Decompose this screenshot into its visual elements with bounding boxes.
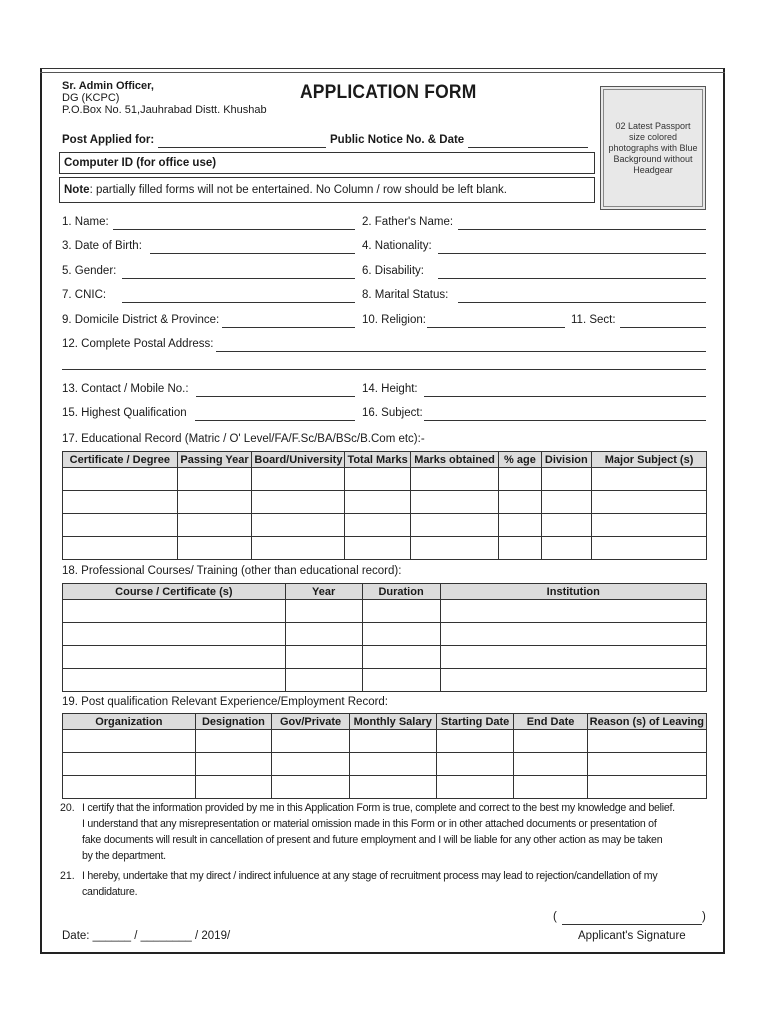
disability-field[interactable]: [438, 278, 706, 279]
dob-label: 3. Date of Birth:: [62, 240, 142, 252]
table-row[interactable]: [63, 600, 707, 623]
sect-field[interactable]: [620, 327, 706, 328]
edu-col-total-marks: Total Marks: [345, 452, 410, 468]
edu-col-board: Board/University: [252, 452, 345, 468]
edu-col-passing-year: Passing Year: [177, 452, 252, 468]
address-field-line1[interactable]: [216, 351, 706, 352]
table-row[interactable]: [63, 623, 707, 646]
edu-caption: 17. Educational Record (Matric / O' Level/FA/F.Sc/BA/BSc/B.Com etc):-: [62, 433, 425, 445]
edu-col-division: Division: [541, 452, 592, 468]
declaration-21: I hereby, undertake that my direct / indirect infuluence at any stage of recruitment process may lead to rejection/candellation of my candidature.: [82, 870, 658, 898]
height-label: 14. Height:: [362, 383, 418, 395]
exp-col-end-date: End Date: [514, 714, 587, 730]
edu-header-row: [63, 452, 707, 468]
sender-line1: Sr. Admin Officer,: [62, 80, 154, 92]
edu-col-major-subject: Major Subject (s): [592, 452, 707, 468]
father-name-field[interactable]: [458, 229, 706, 230]
courses-caption: 18. Professional Courses/ Training (other than educational record):: [62, 565, 402, 577]
note-text: Note: partially filled forms will not be entertained. No Column / row should be left blank.: [64, 184, 507, 196]
contact-field[interactable]: [196, 396, 355, 397]
marital-status-label: 8. Marital Status:: [362, 289, 449, 301]
exp-col-designation: Designation: [195, 714, 272, 730]
note-box: [59, 177, 595, 203]
photo-instructions: 02 Latest Passport size colored photographs with Blue Background without Headgear: [608, 120, 698, 175]
signature-label: Applicant's Signature: [578, 930, 686, 942]
dob-field[interactable]: [150, 253, 355, 254]
post-applied-label: Post Applied for:: [62, 134, 155, 146]
table-row[interactable]: [63, 776, 707, 799]
subject-label: 16. Subject:: [362, 407, 423, 419]
table-row[interactable]: [63, 646, 707, 669]
nationality-label: 4. Nationality:: [362, 240, 432, 252]
public-notice-label: Public Notice No. & Date: [330, 134, 465, 146]
signature-close-paren: ): [702, 911, 706, 923]
religion-field[interactable]: [427, 327, 565, 328]
cnic-field[interactable]: [122, 302, 355, 303]
public-notice-field[interactable]: [468, 147, 588, 148]
domicile-field[interactable]: [222, 327, 355, 328]
qualification-label: 15. Highest Qualification: [62, 407, 187, 419]
table-row[interactable]: [63, 537, 707, 560]
courses-header-row: [63, 584, 707, 600]
courses-col-institution: Institution: [440, 584, 706, 600]
domicile-label: 9. Domicile District & Province:: [62, 314, 220, 326]
experience-caption: 19. Post qualification Relevant Experience/Employment Record:: [62, 696, 389, 708]
table-row[interactable]: [63, 730, 707, 753]
sender-block: [62, 80, 267, 116]
edu-col-marks-obtained: Marks obtained: [410, 452, 499, 468]
gender-label: 5. Gender:: [62, 265, 117, 277]
page-title: APPLICATION FORM: [300, 82, 477, 103]
edu-table: [62, 451, 707, 560]
table-row[interactable]: [63, 491, 707, 514]
height-field[interactable]: [424, 396, 706, 397]
exp-col-reason-leaving: Reason (s) of Leaving: [587, 714, 706, 730]
courses-col-year: Year: [285, 584, 362, 600]
declaration-20-number: 20.: [60, 802, 75, 814]
table-row[interactable]: [63, 753, 707, 776]
experience-table: [62, 713, 707, 799]
signature-field[interactable]: [562, 924, 702, 925]
name-field[interactable]: [113, 229, 355, 230]
subject-field[interactable]: [424, 420, 706, 421]
signature-open-paren: (: [553, 911, 557, 923]
computer-id-label: Computer ID (for office use): [64, 157, 217, 169]
experience-header-row: [63, 714, 707, 730]
courses-col-duration: Duration: [362, 584, 440, 600]
name-label: 1. Name:: [62, 216, 109, 228]
sender-line3: P.O.Box No. 51,Jauhrabad Distt. Khushab: [62, 104, 267, 116]
exp-col-gov-private: Gov/Private: [272, 714, 350, 730]
exp-col-monthly-salary: Monthly Salary: [349, 714, 436, 730]
courses-col-course: Course / Certificate (s): [63, 584, 286, 600]
father-name-label: 2. Father's Name:: [362, 216, 454, 228]
exp-col-organization: Organization: [63, 714, 196, 730]
declaration-20: I certify that the information provided by me in this Application Form is true, complete and correct to the best my knowledge and belief. I understand that any misrepresentation or material omission made in this Form or in other attached documents or presentation of fake documents will result in cancellation of present and future employment and I will be liable for any other action as may be taken by the department.: [82, 802, 675, 862]
gender-field[interactable]: [122, 278, 355, 279]
declaration-21-number: 21.: [60, 870, 75, 882]
table-row[interactable]: [63, 468, 707, 491]
top-rule: [40, 72, 725, 73]
address-field-line2[interactable]: [62, 369, 706, 370]
edu-col-percentage: % age: [499, 452, 541, 468]
table-row[interactable]: [63, 514, 707, 537]
sender-line2: DG (KCPC): [62, 92, 120, 104]
contact-label: 13. Contact / Mobile No.:: [62, 383, 189, 395]
post-applied-field[interactable]: [158, 147, 326, 148]
qualification-field[interactable]: [195, 420, 355, 421]
edu-col-certificate: Certificate / Degree: [63, 452, 178, 468]
photo-placeholder: [600, 86, 706, 210]
sect-label: 11. Sect:: [571, 314, 616, 326]
religion-label: 10. Religion:: [362, 314, 426, 326]
nationality-field[interactable]: [438, 253, 706, 254]
exp-col-starting-date: Starting Date: [436, 714, 514, 730]
table-row[interactable]: [63, 669, 707, 692]
courses-table: [62, 583, 707, 692]
date-field[interactable]: Date: ______ / ________ / 2019/: [62, 930, 231, 942]
address-label: 12. Complete Postal Address:: [62, 338, 214, 350]
cnic-label: 7. CNIC:: [62, 289, 107, 301]
marital-status-field[interactable]: [458, 302, 706, 303]
disability-label: 6. Disability:: [362, 265, 424, 277]
computer-id-box[interactable]: [59, 152, 595, 174]
